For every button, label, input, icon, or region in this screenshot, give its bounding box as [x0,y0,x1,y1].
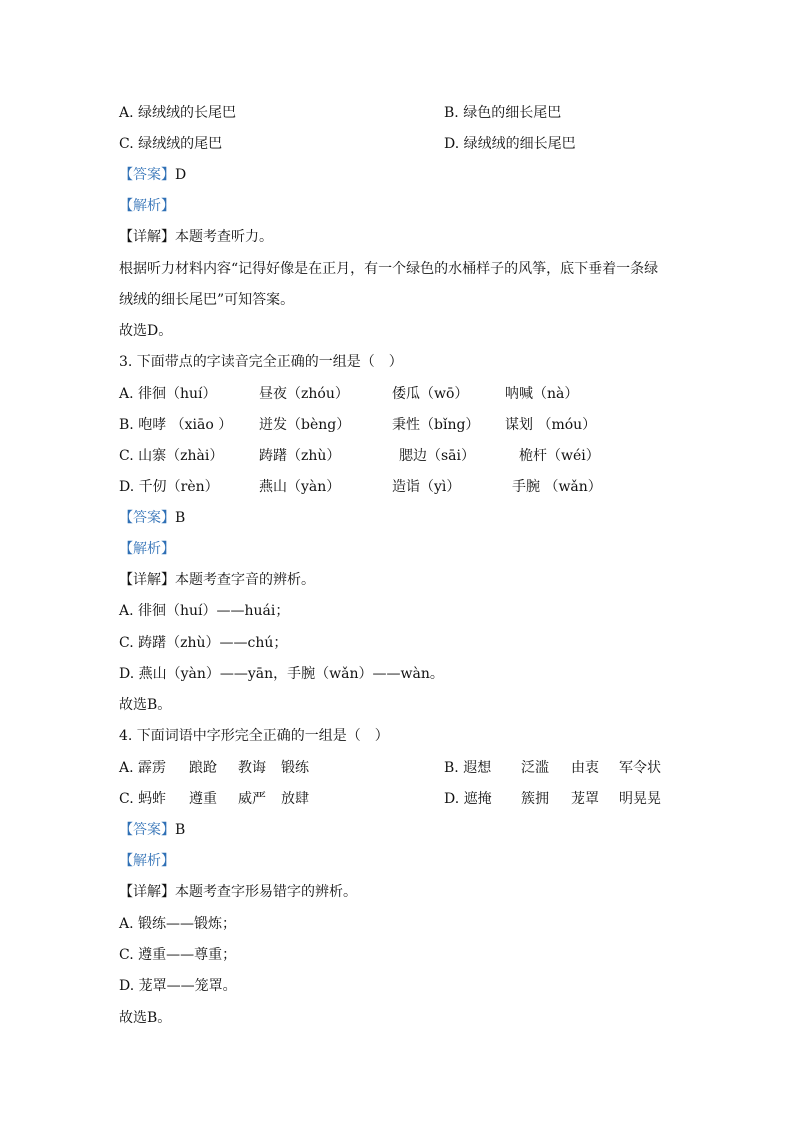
q4-fix-a: A. 锻练——锻炼； [119,916,237,932]
answer-tag: 【答案】 [119,510,175,526]
q2-analysis-tag: 【解析】 [119,198,175,214]
q2-option-c: C. 绿绒绒的尾巴 [119,136,223,152]
answer-tag: 【答案】 [119,822,175,838]
detail-tag: 【详解】 [119,229,175,245]
q4-a-word4: 锻练 [281,760,309,776]
q4-d-word4: 明晃晃 [619,791,661,807]
q2-conclusion: 故选D。 [119,323,173,339]
q3-row-c-4: 桅杆（wéi） [519,448,600,464]
q3-row-c-3: 腮边（sāi） [399,448,476,464]
detail-tag: 【详解】 [119,884,175,900]
q4-b-word2: 泛滥 [521,760,549,776]
q3-answer [119,508,185,528]
q3-row-a-3: 倭瓜（wō） [392,386,469,402]
answer-value: B [175,510,186,526]
q3-row-a-2: 昼夜（zhóu） [259,386,349,402]
q3-question: 3. 下面带点的字读音完全正确的一组是（ ） [119,354,403,370]
q4-a-word1: A. 霹雳 [119,760,167,776]
q4-detail [119,882,357,902]
q4-answer [119,820,185,840]
q3-row-c-2: 踌躇（zhù） [259,448,341,464]
q3-row-d-3: 造诣（yì） [392,479,461,495]
q4-question: 4. 下面词语中字形完全正确的一组是（ ） [119,728,389,744]
detail-tag: 【详解】 [119,572,175,588]
q4-conclusion: 故选B。 [119,1010,172,1026]
q2-answer [119,165,186,185]
detail-text: 本题考查字形易错字的辨析。 [175,884,357,900]
q3-row-a-4: 呐喊（nà） [505,386,579,402]
q4-c-word3: 威严 [238,791,266,807]
q4-b-word1: B. 遐想 [444,760,492,776]
q3-row-a-1: A. 徘徊（huí） [119,386,217,402]
answer-value: D [175,167,187,183]
q4-d-word2: 簇拥 [521,791,549,807]
q3-conclusion: 故选B。 [119,697,172,713]
q3-row-b-3: 秉性（bǐng） [392,417,480,433]
q4-c-word2: 遵重 [189,791,217,807]
q2-detail [119,227,273,247]
q3-row-c-1: C. 山寨（zhài） [119,448,224,464]
detail-text: 本题考查听力。 [175,229,273,245]
q4-a-word3: 教诲 [238,760,266,776]
answer-tag: 【答案】 [119,167,175,183]
q3-detail [119,570,315,590]
q3-analysis-tag: 【解析】 [119,541,175,557]
answer-value: B [175,822,186,838]
q4-b-word4: 军令状 [619,760,661,776]
q3-row-d-2: 燕山（yàn） [259,479,341,495]
q3-fix-a: A. 徘徊（huí）——huái； [119,603,290,619]
q4-analysis-tag: 【解析】 [119,853,175,869]
q3-row-b-1: B. 咆哮 （xiāo ） [119,417,233,433]
q4-d-word3: 茏罩 [571,791,599,807]
q3-row-b-2: 迸发（bèng） [259,417,351,433]
detail-text: 本题考查字音的辨析。 [175,572,315,588]
q4-c-word1: C. 蚂蚱 [119,791,167,807]
q2-option-d: D. 绿绒绒的细长尾巴 [444,136,576,152]
q2-explain-line1: 根据听力材料内容“记得好像是在正月，有一个绿色的水桶样子的风筝，底下垂着一条绿 [119,261,659,277]
q3-row-b-4: 谋划 （móu） [505,417,597,433]
q4-fix-c: C. 遵重——尊重； [119,947,237,963]
q3-fix-d: D. 燕山（yàn）——yān，手腕（wǎn）——wàn。 [119,666,444,682]
q2-option-a: A. 绿绒绒的长尾巴 [119,105,237,121]
q2-explain-line2: 绒绒的细长尾巴”可知答案。 [119,292,295,308]
q4-c-word4: 放肆 [281,791,309,807]
q2-option-b: B. 绿色的细长尾巴 [444,105,562,121]
q4-fix-d: D. 茏罩——笼罩。 [119,978,237,994]
q4-a-word2: 踉跄 [189,760,217,776]
q3-row-d-1: D. 千仞（rèn） [119,479,219,495]
q3-row-d-4: 手腕 （wǎn） [512,479,602,495]
q3-fix-c: C. 踌躇（zhù）——chú； [119,635,288,651]
q4-d-word1: D. 遮掩 [444,791,492,807]
q4-b-word3: 由衷 [571,760,599,776]
